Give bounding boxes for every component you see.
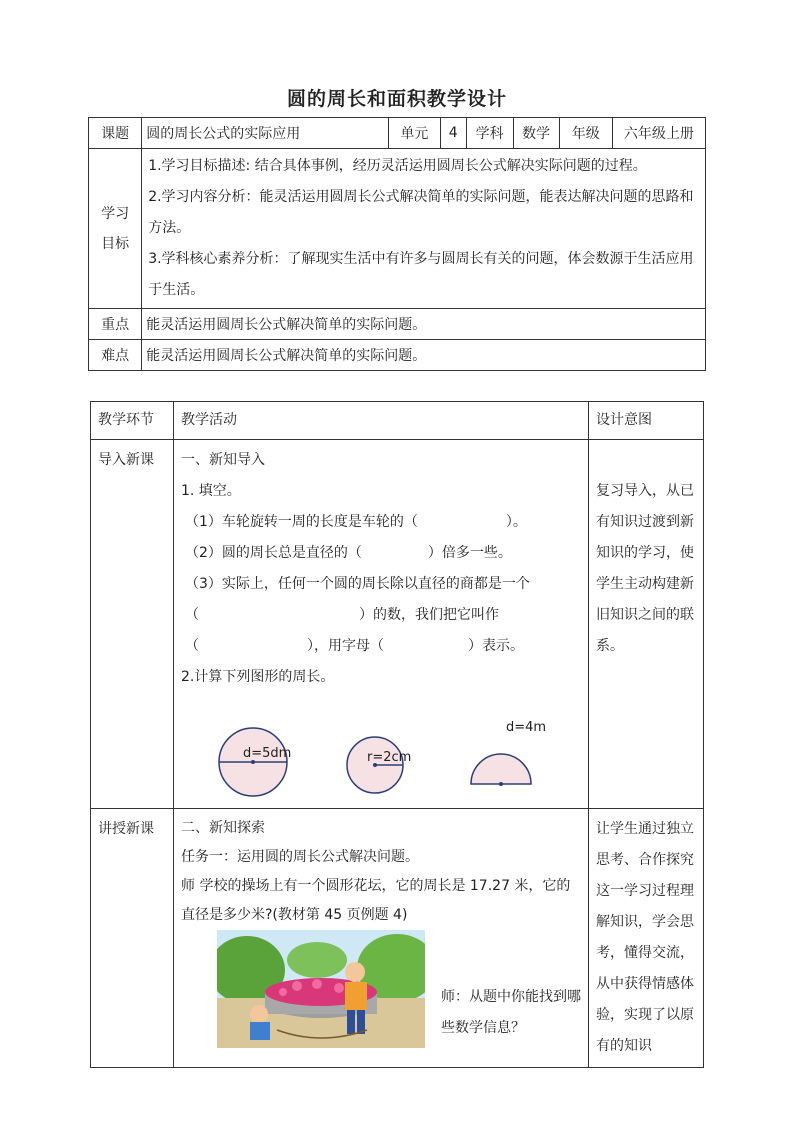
objectives-row <box>89 149 706 309</box>
semicircle-d4m-figure <box>471 720 546 786</box>
fill-blank-title: 1. 填空。 <box>181 483 241 499</box>
grade-value: 六年级上册 <box>612 118 705 149</box>
fill-blank-3-open: （ <box>185 607 199 623</box>
semicircle-d4m-label: d=4m <box>506 720 547 735</box>
teach-activity <box>174 809 589 1068</box>
fill-blank-2-end: ）倍多一些。 <box>427 545 512 561</box>
fill-blank-1-text: （1）车轮旋转一周的长度是车轮的（ <box>185 514 418 530</box>
topic-label: 课题 <box>89 118 142 149</box>
unit-value: 4 <box>440 118 466 149</box>
fill-blank-3-open2: （ <box>185 638 199 654</box>
objective-item: 2.学习内容分析：能灵活运用圆周长公式解决简单的实际问题，能表达解决问题的思路和方法。 <box>148 189 694 236</box>
objectives-text <box>142 149 706 309</box>
fill-blank-3-mid: ）的数，我们把它叫作 <box>359 607 499 623</box>
fill-blank-3-text: （3）实际上，任何一个圆的周长除以直径的商都是一个 <box>185 576 530 592</box>
objectives-label-line2: 目标 <box>101 235 130 252</box>
topic-value: 圆的周长公式的实际应用 <box>142 118 389 149</box>
difficulty-row <box>89 340 706 371</box>
grade-label: 年级 <box>559 118 612 149</box>
intro-design <box>589 440 704 809</box>
fill-blank-1 <box>181 507 581 538</box>
fill-blank-2 <box>181 538 581 569</box>
fill-blank-3-line3 <box>181 631 581 662</box>
circle-d5dm-figure <box>219 728 291 796</box>
document-title: 圆的周长和面积教学设计 <box>286 88 507 110</box>
subject-value: 数学 <box>513 118 559 149</box>
flower-bed-illustration <box>217 930 425 1048</box>
fill-blank-1-end: ）。 <box>505 514 527 530</box>
circle-r2cm-label: r=2cm <box>367 750 412 765</box>
difficulty-value: 能灵活运用圆周长公式解决简单的实际问题。 <box>142 340 706 371</box>
difficulty-label: 难点 <box>89 340 142 371</box>
question-text: 师：从题中你能找到哪些数学信息？ <box>441 989 581 1036</box>
fill-blank-3-letter: ），用字母（ <box>307 638 384 654</box>
header-activity: 教学活动 <box>174 402 589 440</box>
teach-design <box>589 809 704 1068</box>
subject-label: 学科 <box>466 118 513 149</box>
teach-stage: 讲授新课 <box>91 809 174 1068</box>
key-row <box>89 309 706 340</box>
problem-text: 师 学校的操场上有一个圆形花坛，它的周长是 17.27 米，它的直径是多少米?(教材第 45 页例题 4) <box>181 878 571 923</box>
topic-row <box>89 118 706 149</box>
objectives-label-line1: 学习 <box>101 205 130 222</box>
fill-blank-2-text: （2）圆的周长总是直径的（ <box>185 545 362 561</box>
header-design: 设计意图 <box>589 402 704 440</box>
info-table <box>88 117 706 371</box>
key-label: 重点 <box>89 309 142 340</box>
lesson-table <box>90 401 704 1068</box>
photo-row <box>181 930 581 1050</box>
header-stage: 教学环节 <box>91 402 174 440</box>
objectives-label <box>89 149 142 309</box>
objective-item: 1.学习目标描述: 结合具体事例，经历灵活运用圆周长公式解决实际问题的过程。 <box>148 158 647 174</box>
intro-heading: 一、新知导入 <box>181 452 265 468</box>
circle-figures <box>181 693 581 803</box>
key-value: 能灵活运用圆周长公式解决简单的实际问题。 <box>142 309 706 340</box>
circle-d5dm-label: d=5dm <box>243 746 292 761</box>
fill-blank-3-end: ）表示。 <box>468 638 524 654</box>
calc-title: 2.计算下列图形的周长。 <box>181 669 335 685</box>
teach-heading: 二、新知探索 <box>181 820 265 836</box>
intro-stage: 导入新课 <box>91 440 174 809</box>
circle-r2cm-figure <box>347 737 411 793</box>
fill-blank-3-line2 <box>181 600 581 631</box>
lesson-header-row <box>91 402 704 440</box>
unit-label: 单元 <box>388 118 440 149</box>
teach-design-text: 让学生通过独立思考、合作探究这一学习过程理解知识，学会思考，懂得交流，从中获得情感体验，实现了以原有的知识 <box>596 821 694 1054</box>
intro-activity <box>174 440 589 809</box>
task-text: 任务一：运用圆的周长公式解决问题。 <box>181 849 419 865</box>
fill-blank-3 <box>181 569 581 600</box>
intro-row <box>91 440 704 809</box>
teach-row <box>91 809 704 1068</box>
figures-svg <box>181 693 571 803</box>
objective-item: 3.学科核心素养分析：了解现实生活中有许多与圆周长有关的问题，体会数源于生活应用于生活。 <box>148 251 694 298</box>
intro-design-text: 复习导入，从已有知识过渡到新知识的学习，使学生主动构建新旧知识之间的联系。 <box>596 483 694 654</box>
